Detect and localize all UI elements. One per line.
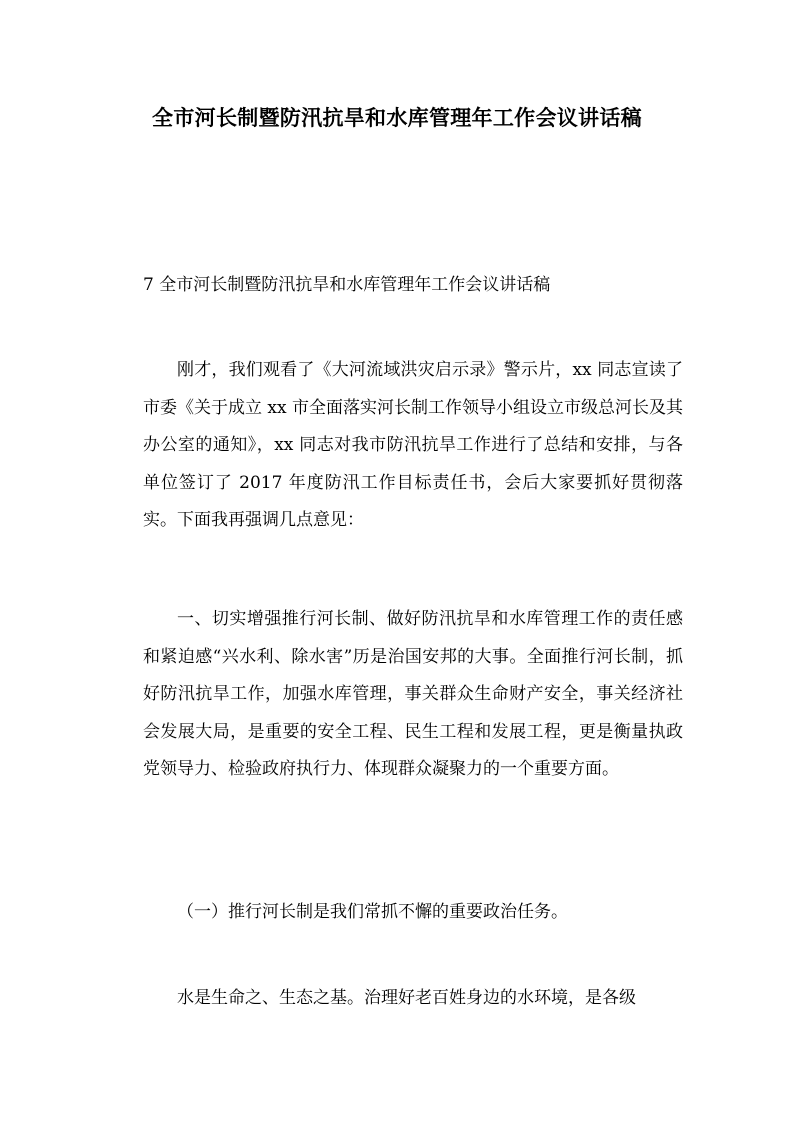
- paragraph-intro: 刚才，我们观看了《大河流域洪灾启示录》警示片，xx 同志宣读了市委《关于成立 xx 市全面落实河长制工作领导小组设立市级总河长及其办公室的通知》，xx 同志对我市防汛抗旱工作进行了总结和安排，与各单位签订了 2017 年度防汛工作目标责任书，会后大家要抓好贯彻落实。下面我再强调几点意见：: [143, 360, 683, 531]
- paragraph-body: 水是生命之、生态之基。治理好老百姓身边的水环境，是各级: [177, 988, 636, 1008]
- document-title: 全市河长制暨防汛抗旱和水库管理年工作会议讲话稿: [152, 105, 642, 130]
- document-subtitle: 7 全市河长制暨防汛抗旱和水库管理年工作会议讲话稿: [143, 275, 551, 295]
- paragraph-subsection-heading: （一）推行河长制是我们常抓不懈的重要政治任务。: [177, 902, 568, 922]
- paragraph-section-one: 一、切实增强推行河长制、做好防汛抗旱和水库管理工作的责任感和紧迫感“兴水利、除水害”历是治国安邦的大事。全面推行河长制，抓好防汛抗旱工作，加强水库管理，事关群众生命财产安全，事关经济社会发展大局，是重要的安全工程、民生工程和发展工程，更是衡量执政党领导力、检验政府执行力、体现群众凝聚力的一个重要方面。: [143, 609, 683, 780]
